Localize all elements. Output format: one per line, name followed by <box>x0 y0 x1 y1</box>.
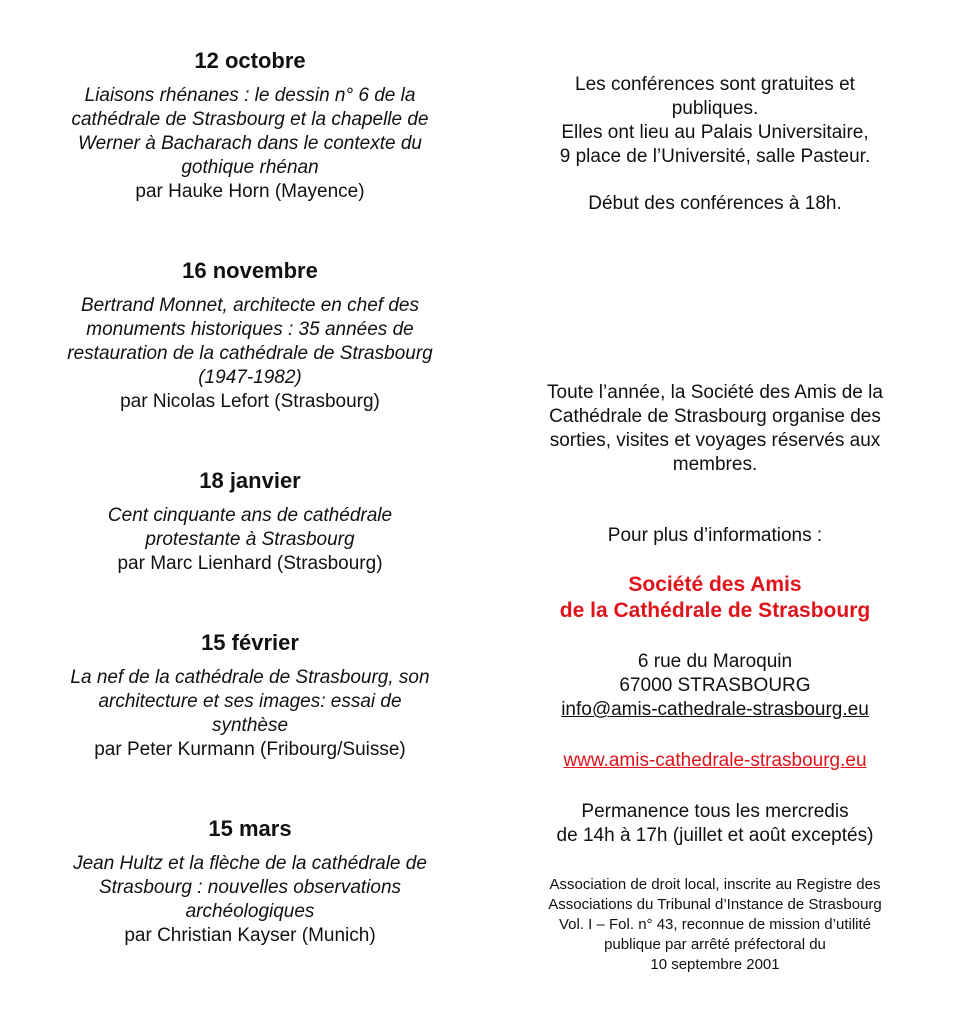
event-title-line: Strasbourg : nouvelles observations <box>98 877 402 898</box>
event-title-line: monuments historiques : 35 années de <box>86 319 414 340</box>
event-speaker: par Marc Lienhard (Strasbourg) <box>117 553 383 574</box>
info-line: membres. <box>672 454 758 475</box>
event-title-line: Cent cinquante ans de cathédrale <box>107 505 393 526</box>
event-title-line: Bertrand Monnet, architecte en chef des <box>81 295 419 316</box>
event-date: 15 mars <box>208 816 292 841</box>
address-line: 67000 STRASBOURG <box>619 675 811 696</box>
website-container <box>515 749 915 773</box>
website-link[interactable]: www.amis-cathedrale-strasbourg.eu <box>563 750 867 771</box>
event-5 <box>40 816 460 948</box>
society-activities <box>515 381 915 477</box>
legal-notice <box>515 875 915 975</box>
legal-line: 10 septembre 2001 <box>650 956 780 973</box>
info-line: Les conférences sont gratuites et <box>575 74 855 95</box>
organization-name <box>515 572 915 624</box>
event-title <box>40 852 460 924</box>
more-info-label: Pour plus d’informations : <box>607 525 823 546</box>
info-line: Elles ont lieu au Palais Universitaire, <box>561 122 869 143</box>
legal-line: Vol. I – Fol. n° 43, reconnue de mission d’utilité <box>558 916 871 933</box>
event-title <box>40 504 460 552</box>
event-speaker: par Nicolas Lefort (Strasbourg) <box>120 391 380 412</box>
event-title-line: Liaisons rhénanes : le dessin n° 6 de la <box>84 85 416 106</box>
event-date: 12 octobre <box>194 48 306 73</box>
event-title-line: Jean Hultz et la flèche de la cathédrale de <box>73 853 427 874</box>
event-title <box>40 294 460 390</box>
legal-line: Association de droit local, inscrite au Registre des <box>549 876 881 893</box>
event-speaker: par Peter Kurmann (Fribourg/Suisse) <box>94 739 406 760</box>
event-title <box>40 666 460 738</box>
info-line: sorties, visites et voyages réservés aux <box>549 430 881 451</box>
event-date: 15 février <box>201 630 299 655</box>
hours-line: de 14h à 17h (juillet et août exceptés) <box>556 825 874 846</box>
org-name-line: de la Cathédrale de Strasbourg <box>559 599 871 622</box>
org-name-line: Société des Amis <box>628 573 802 596</box>
event-title-line: La nef de la cathédrale de Strasbourg, son <box>70 667 430 688</box>
info-line: publiques. <box>671 98 759 119</box>
info-line: 9 place de l’Université, salle Pasteur. <box>559 146 871 167</box>
event-3 <box>40 468 460 576</box>
legal-line: Associations du Tribunal d’Instance de Strasbourg <box>548 896 882 913</box>
legal-line: publique par arrêté préfectoral du <box>604 936 826 953</box>
address-line: 6 rue du Maroquin <box>637 651 793 672</box>
event-title-line: architecture et ses images: essai de <box>98 691 402 712</box>
event-2 <box>40 258 460 414</box>
opening-hours <box>515 800 915 848</box>
email-link[interactable]: info@amis-cathedrale-strasbourg.eu <box>561 699 869 720</box>
event-title-line: Werner à Bacharach dans le contexte du <box>78 133 422 154</box>
event-speaker: par Christian Kayser (Munich) <box>124 925 376 946</box>
event-date: 16 novembre <box>182 258 318 283</box>
event-title-line: cathédrale de Strasbourg et la chapelle de <box>71 109 429 130</box>
event-title-line: archéologiques <box>185 901 315 922</box>
event-title-line: protestante à Strasbourg <box>145 529 355 550</box>
event-date: 18 janvier <box>199 468 301 493</box>
info-line: Toute l’année, la Société des Amis de la <box>547 382 883 403</box>
event-title-line: restauration de la cathédrale de Strasbourg <box>67 343 433 364</box>
start-time: Début des conférences à 18h. <box>588 193 842 214</box>
hours-line: Permanence tous les mercredis <box>581 801 849 822</box>
event-1 <box>40 48 460 204</box>
event-title-line: synthèse <box>211 715 289 736</box>
event-speaker: par Hauke Horn (Mayence) <box>135 181 365 202</box>
info-line: Cathédrale de Strasbourg organise des <box>549 406 881 427</box>
event-title-line: gothique rhénan <box>181 157 319 178</box>
event-4 <box>40 630 460 762</box>
event-title-line: (1947-1982) <box>198 367 302 388</box>
address <box>515 650 915 722</box>
event-title <box>40 84 460 180</box>
free-conferences-note <box>515 73 915 169</box>
